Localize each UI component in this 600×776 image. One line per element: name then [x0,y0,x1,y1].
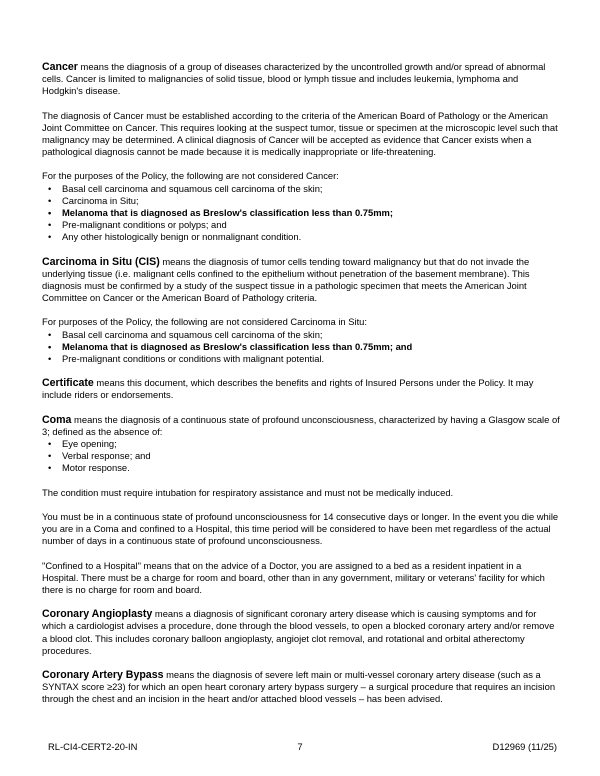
cis-definition-text: means the diagnosis of tumor cells tending toward malignancy but that do not invade the underlying tissue (i.e. malignant cells confined to the epithelium without penetration of the basement membrane). This diagnosis must be confirmed by a study of the suspect tissue in a pathologic specimen that meets the American Joint Committee on Cancer or the American Board of Pathology criteria. [42,255,530,304]
term-coronary-angioplasty: Coronary Angioplasty [42,608,153,621]
coronary-angioplasty-definition-text: means a diagnosis of significant coronary artery disease which is causing symptoms and for which a cardiologist advises a procedure, done through the blood vessels, to open a blocked coronary artery and/or remove a blood clot. This includes coronary balloon angioplasty, angiojet clot removal, and rotational and orbital atherectomy procedures. [42,608,555,656]
footer-doc-code: D12969 (11/25) [492,741,557,752]
list-item: • Melanoma that is diagnosed as Breslow's classification less than 0.75mm; [42,207,560,219]
coronary-artery-bypass-definition-text: means the diagnosis of severe left main or multi-vessel coronary artery disease (such as a SYNTAX score ≥23) for which an open heart coronary artery bypass surgery – a surgical procedure that requires an incision through the chest and an incision in the heart and/or attached blood vessels – has been advised. [42,668,556,705]
list-item: • Carcinoma in Situ; [42,195,560,207]
list-item: • Basal cell carcinoma and squamous cell carcinoma of the skin; [42,329,560,341]
footer-form-number: RL-CI4-CERT2-20-IN [48,741,138,752]
definition-coma [42,414,560,596]
definition-coronary-artery-bypass [42,669,560,706]
certificate-paragraph-1 [42,377,560,401]
term-carcinoma-in-situ: Carcinoma in Situ (CIS) [42,255,160,268]
cancer-exclusions-list [42,183,560,244]
term-coma: Coma [42,413,72,426]
coronary-artery-bypass-paragraph-1 [42,669,560,706]
coma-paragraph-2: The condition must require intubation for respiratory assistance and must not be medically induced. [42,486,454,498]
list-item: • Basal cell carcinoma and squamous cell carcinoma of the skin; [42,183,560,195]
cancer-paragraph-1 [42,61,560,98]
cis-exclusions-intro: For purposes of the Policy, the following are not considered Carcinoma in Situ: [42,316,367,328]
cis-exclusions-list [42,329,560,366]
certificate-definition-text: means this document, which describes the benefits and rights of Insured Persons under the Policy. It may include riders or endorsements. [42,377,534,401]
list-item: • Verbal response; and [42,450,560,462]
coma-criteria-list [42,438,560,475]
list-item: • Pre-malignant conditions or polyps; and [42,219,560,231]
cancer-definition-text: means the diagnosis of a group of diseases characterized by the uncontrolled growth and/or spread of abnormal cells. Cancer is limited to malignancies of solid tissue, blood or lymph tissue and includes leukemia, lymphoma and Hodgkin's disease. [42,61,546,97]
footer-page-number: 7 [297,741,303,752]
cis-paragraph-1 [42,256,560,305]
cancer-exclusions-intro: For the purposes of the Policy, the following are not considered Cancer: [42,170,339,182]
coronary-angioplasty-paragraph-1 [42,608,560,657]
list-item: • Any other histologically benign or nonmalignant condition. [42,231,560,243]
list-item: • Motor response. [42,462,560,474]
definition-certificate [42,377,560,401]
coma-paragraph-3: You must be in a continuous state of profound unconsciousness for 14 consecutive days or longer. In the event you die while you are in a Coma and confined to a Hospital, this time period will be considered to have been met regardless of the actual number of days in a continuous state of profound unconsciousness. [42,510,559,547]
list-item: • Melanoma that is diagnosed as Breslow's classification less than 0.75mm; and [42,341,560,353]
term-certificate: Certificate [42,377,94,390]
cancer-paragraph-2: The diagnosis of Cancer must be established according to the criteria of the American Board of Pathology or the American Joint Committee on Cancer. This requires looking at the suspect tumor, tissue or specimen at the microscopic level such that malignancy may be determined. A clinical diagnosis of Cancer will be accepted as evidence that Cancer exists when a pathological diagnosis cannot be made because it is medically inappropriate or life-threatening. [42,109,558,158]
coma-paragraph-4: "Confined to a Hospital" means that on the advice of a Doctor, you are assigned to a bed as a resident inpatient in a Hospital. There must be a charge for room and board, other than in any government, military or veterans' facility for which there is no charge for room and board. [42,559,545,595]
definition-cancer [42,61,560,244]
list-item: • Eye opening; [42,438,560,450]
term-coronary-artery-bypass: Coronary Artery Bypass [42,668,164,681]
coma-definition-text: means the diagnosis of a continuous state of profound unconsciousness, characterized by having a Glasgow scale of 3; defined as the absence of: [42,413,560,437]
definitions-content [42,61,560,718]
definition-coronary-angioplasty [42,608,560,657]
definition-carcinoma-in-situ [42,256,560,366]
term-cancer: Cancer [42,61,78,73]
coma-paragraph-1 [42,414,560,438]
list-item: • Pre-malignant conditions or conditions with malignant potential. [42,353,560,365]
